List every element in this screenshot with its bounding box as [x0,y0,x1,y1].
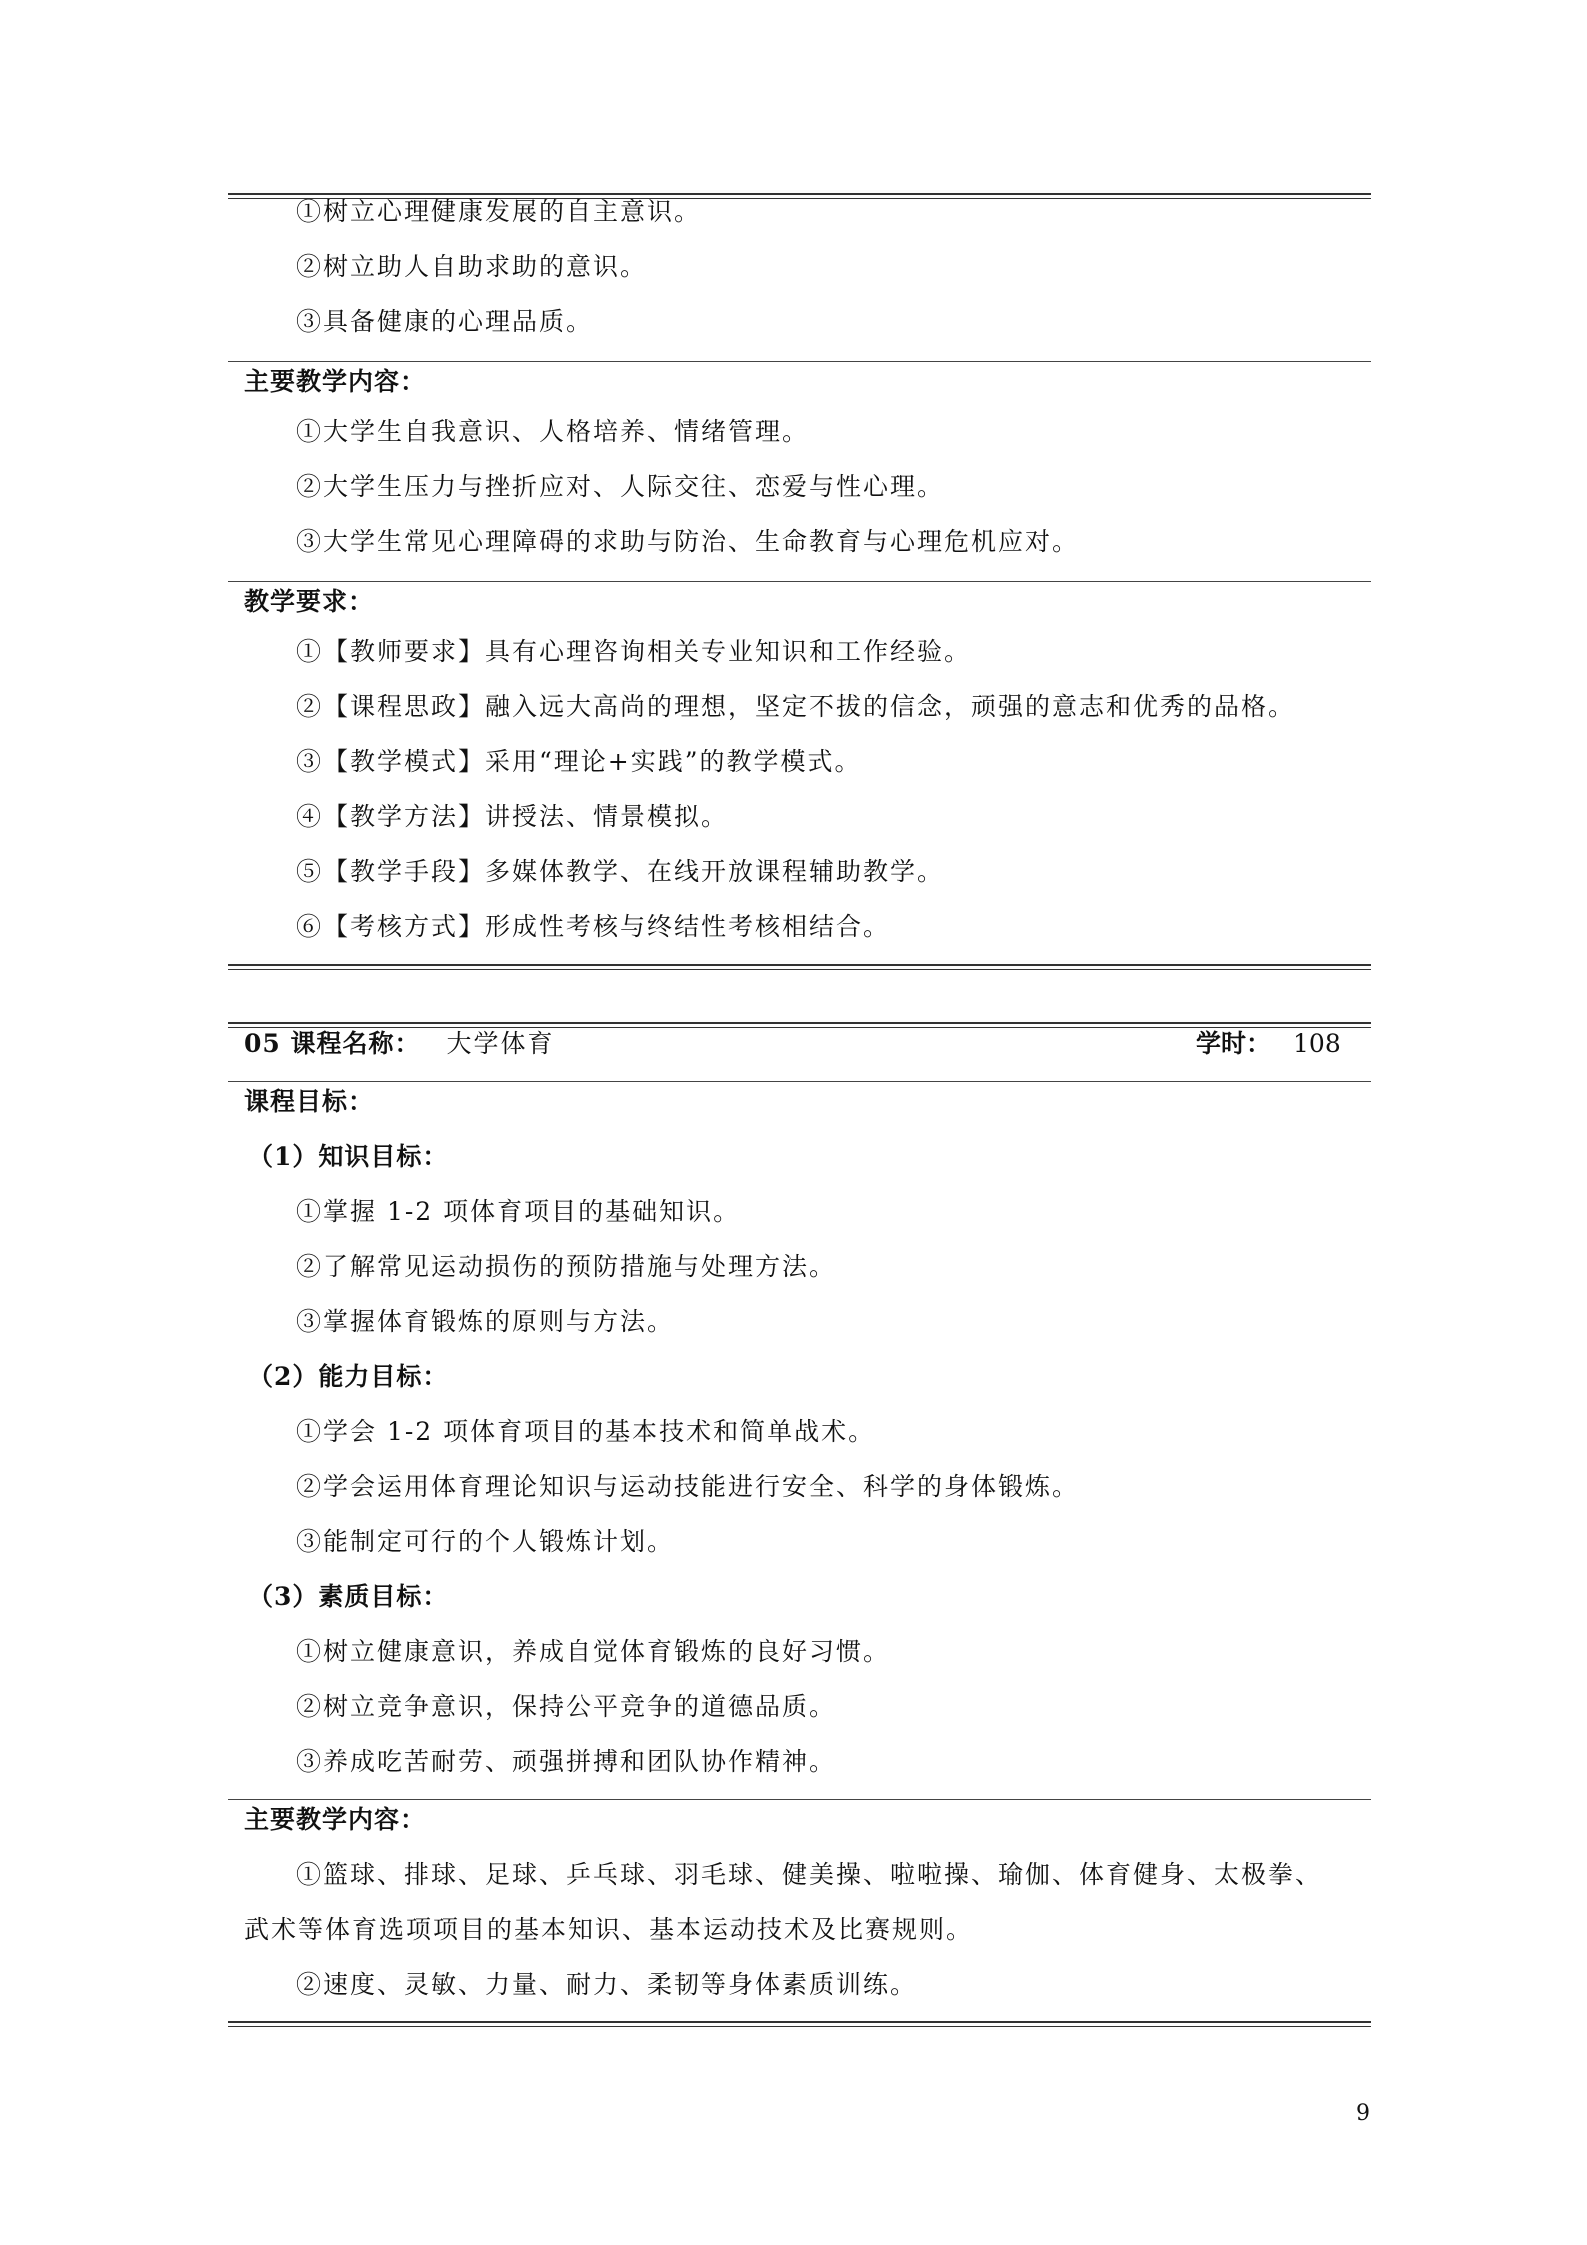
course-title [244,1028,555,1060]
requirement-item: ①【教师要求】具有心理咨询相关专业知识和工作经验。 [296,637,972,666]
course-title-label: 05 课程名称： [244,1029,421,1058]
requirements-heading: 教学要求： [244,587,375,616]
goal-item: ①树立心理健康发展的自主意识。 [296,197,702,226]
course-title-value: 大学体育 [446,1029,555,1058]
knowledge-heading: （1）知识目标： [248,1142,449,1171]
section-divider [228,361,1371,362]
course-hours-label: 学时： [1196,1029,1272,1058]
content-item-continuation: 武术等体育选项项目的基本知识、基本运动技术及比赛规则。 [244,1915,974,1944]
content-item: ②大学生压力与挫折应对、人际交往、恋爱与性心理。 [296,472,945,501]
knowledge-item: ①掌握 1-2 项体育项目的基础知识。 [296,1197,741,1226]
content-heading: 主要教学内容： [244,1805,427,1834]
knowledge-item: ②了解常见运动损伤的预防措施与处理方法。 [296,1252,837,1281]
section-divider [228,1799,1371,1800]
quality-item: ③养成吃苦耐劳、顽强拼搏和团队协作精神。 [296,1747,837,1776]
knowledge-item: ③掌握体育锻炼的原则与方法。 [296,1307,675,1336]
table-bottom-rule [228,964,1371,970]
ability-item: ②学会运用体育理论知识与运动技能进行安全、科学的身体锻炼。 [296,1472,1080,1501]
content-item: ②速度、灵敏、力量、耐力、柔韧等身体素质训练。 [296,1970,918,1999]
ability-item: ③能制定可行的个人锻炼计划。 [296,1527,675,1556]
requirement-item: ⑤【教学手段】多媒体教学、在线开放课程辅助教学。 [296,857,945,886]
requirement-item: ②【课程思政】融入远大高尚的理想，坚定不拔的信念，顽强的意志和优秀的品格。 [296,692,1296,721]
ability-heading: （2）能力目标： [248,1362,449,1391]
section-divider [228,581,1371,582]
ability-item: ①学会 1-2 项体育项目的基本技术和简单战术。 [296,1417,876,1446]
content-item: ③大学生常见心理障碍的求助与防治、生命教育与心理危机应对。 [296,527,1080,556]
goal-item: ③具备健康的心理品质。 [296,307,594,336]
page-number: 9 [1356,2101,1370,2126]
goal-item: ②树立助人自助求助的意识。 [296,252,648,281]
quality-item: ②树立竞争意识，保持公平竞争的道德品质。 [296,1692,837,1721]
requirement-item: ⑥【考核方式】形成性考核与终结性考核相结合。 [296,912,891,941]
section-divider [228,1081,1371,1082]
content-heading: 主要教学内容： [244,367,427,396]
content-item: ①大学生自我意识、人格培养、情绪管理。 [296,417,810,446]
requirement-item: ④【教学方法】讲授法、情景模拟。 [296,802,729,831]
quality-item: ①树立健康意识，养成自觉体育锻炼的良好习惯。 [296,1637,891,1666]
table-bottom-rule [228,2021,1371,2027]
goals-heading: 课程目标： [244,1087,375,1116]
requirement-item: ③【教学模式】采用“理论+实践”的教学模式。 [296,747,862,776]
course-hours-value: 108 [1293,1029,1341,1058]
course-hours [1196,1028,1341,1060]
content-item: ①篮球、排球、足球、乒乓球、羽毛球、健美操、啦啦操、瑜伽、体育健身、太极拳、 [296,1860,1323,1889]
quality-heading: （3）素质目标： [248,1582,449,1611]
